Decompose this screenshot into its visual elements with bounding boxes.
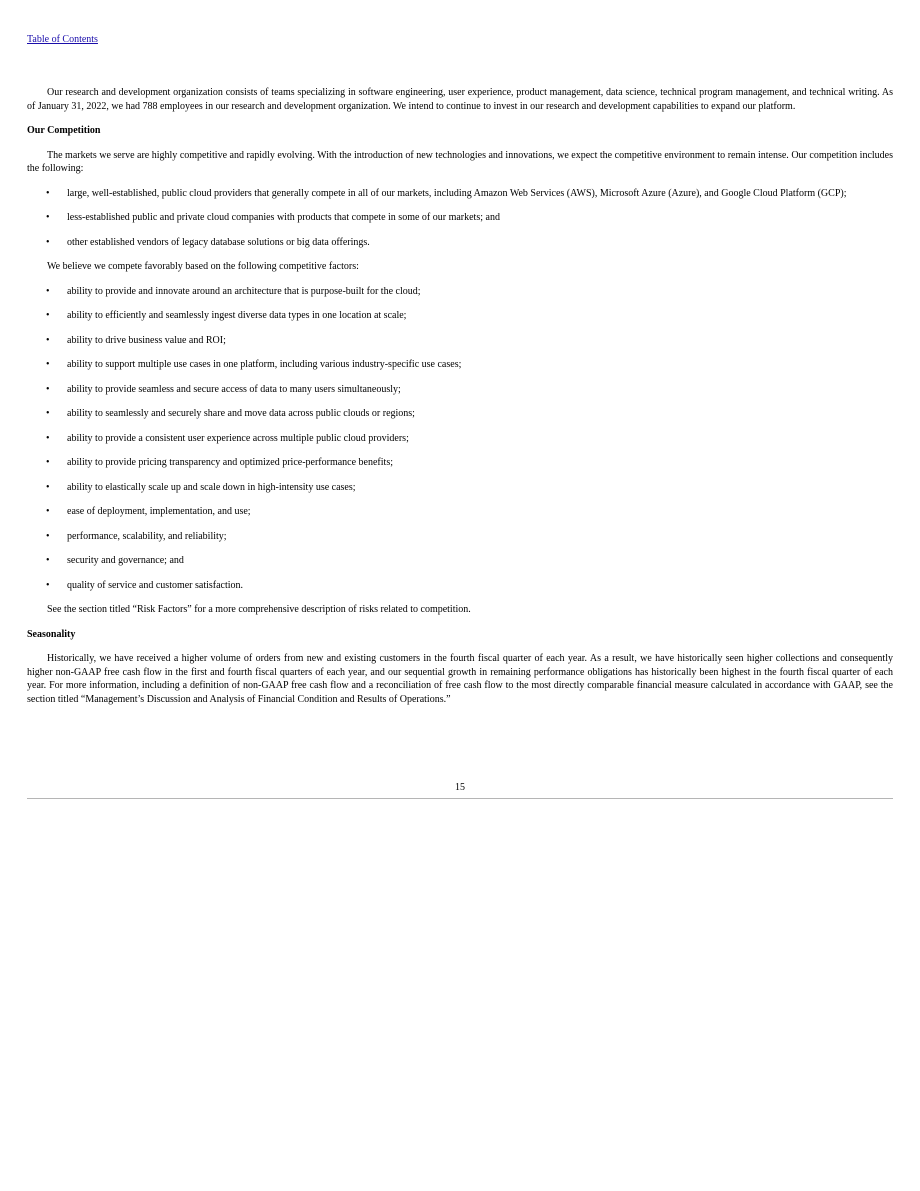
page-number: 15 xyxy=(455,782,465,793)
competitor-item-text: large, well-established, public cloud providers that generally compete in all of our markets, including Amazon Web Services (AWS), Microsoft Azure (Azure), and Google Cloud Platform (GCP); xyxy=(67,187,847,199)
list-spacer xyxy=(27,543,893,554)
list-spacer xyxy=(27,568,893,579)
page-divider xyxy=(27,798,893,799)
list-spacer xyxy=(27,494,893,505)
bullet-icon: • xyxy=(46,383,50,395)
bullet-icon: • xyxy=(46,334,50,346)
seasonality-heading: Seasonality xyxy=(27,628,76,640)
bullet-icon: • xyxy=(46,530,50,542)
competitive-factor-item-text: ability to provide pricing transparency and optimized price-performance benefits; xyxy=(67,457,393,468)
competitor-item-text: less-established public and private cloud companies with products that compete in some of our markets; and xyxy=(67,212,500,223)
list-spacer xyxy=(27,519,893,530)
list-spacer xyxy=(27,470,893,481)
list-spacer xyxy=(27,323,893,334)
competitive-factor-item-text: ability to provide and innovate around an architecture that is purpose-built for the cloud; xyxy=(67,285,421,297)
competitive-factor-item-text: ability to provide seamless and secure access of data to many users simultaneously; xyxy=(67,383,401,395)
bullet-icon: • xyxy=(46,457,50,468)
list-spacer xyxy=(27,200,893,211)
competitive-factor-item xyxy=(27,481,893,495)
competitive-factor-item xyxy=(27,505,893,519)
competitive-factor-item xyxy=(27,383,893,397)
bullet-icon: • xyxy=(46,506,50,517)
list-spacer xyxy=(27,445,893,456)
bullet-icon: • xyxy=(46,310,50,321)
list-spacer xyxy=(27,372,893,383)
competitive-factors-intro: We believe we compete favorably based on the following competitive factors: xyxy=(47,261,359,272)
seasonality-paragraph: Historically, we have received a higher volume of orders from new and existing customers in the fourth fiscal quarter of each year. As a result, we have historically seen higher collections and consequently higher non-GAAP free cash flow in the first and fourth fiscal quarters of each year, and our sequential growth in remaining performance obligations has historically been highest in the fourth fiscal quarter of each year. For more information, including a definition of non-GAAP free cash flow and a reconciliation of free cash flow to the most directly comparable financial measure calculated in accordance with GAAP, see the section titled “Management’s Discussion and Analysis of Financial Condition and Results of Operations.” xyxy=(27,653,893,705)
competitive-factor-item xyxy=(27,554,893,568)
bullet-icon: • xyxy=(46,285,50,297)
competitive-factor-item-text: ability to support multiple use cases in one platform, including various industry-specific use cases; xyxy=(67,359,462,370)
bullet-icon: • xyxy=(46,359,50,370)
competitive-factor-item-text: ability to efficiently and seamlessly ingest diverse data types in one location at scale; xyxy=(67,310,407,321)
competition-heading: Our Competition xyxy=(27,125,101,136)
competitive-factor-item xyxy=(27,334,893,348)
bullet-icon: • xyxy=(46,408,50,419)
competitive-factor-item xyxy=(27,407,893,421)
competitor-item-text: other established vendors of legacy database solutions or big data offerings. xyxy=(67,236,370,248)
competitor-list xyxy=(27,187,893,250)
bullet-icon: • xyxy=(46,212,50,223)
competitive-factor-item-text: ability to seamlessly and securely share and move data across public clouds or regions; xyxy=(67,408,415,419)
competitor-item xyxy=(27,236,893,250)
competitive-factor-item-text: security and governance; and xyxy=(67,555,184,566)
list-spacer xyxy=(27,347,893,358)
list-spacer xyxy=(27,298,893,309)
competitor-item xyxy=(27,187,893,201)
bullet-icon: • xyxy=(46,481,50,493)
list-spacer xyxy=(27,396,893,407)
competitive-factor-item xyxy=(27,432,893,446)
competitive-factor-item xyxy=(27,579,893,593)
bullet-icon: • xyxy=(46,236,50,248)
list-spacer xyxy=(27,421,893,432)
competition-paragraph: The markets we serve are highly competitive and rapidly evolving. With the introduction of new technologies and innovations, we expect the competitive environment to remain intense. Our competition includes the following: xyxy=(27,149,893,174)
competitive-factor-item xyxy=(27,456,893,470)
bullet-icon: • xyxy=(46,579,50,591)
bullet-icon: • xyxy=(46,187,50,199)
page-content xyxy=(27,86,893,706)
competitive-factor-item xyxy=(27,285,893,299)
bullet-icon: • xyxy=(46,432,50,444)
competitive-factor-item xyxy=(27,358,893,372)
table-of-contents-link[interactable]: Table of Contents xyxy=(27,34,98,45)
competitive-factor-list xyxy=(27,285,893,593)
competitive-factor-item-text: ease of deployment, implementation, and use; xyxy=(67,506,251,517)
competitive-factor-item xyxy=(27,309,893,323)
competitive-factor-item-text: performance, scalability, and reliability; xyxy=(67,530,227,542)
competitive-factor-item-text: ability to provide a consistent user experience across multiple public cloud providers; xyxy=(67,432,409,444)
competitive-factor-item xyxy=(27,530,893,544)
intro-paragraph: Our research and development organization consists of teams specializing in software engineering, user experience, product management, data science, technical program management, and technical writing. As of January 31, 2022, we had 788 employees in our research and development organization. We intend to continue to invest in our research and development capabilities to expand our platform. xyxy=(27,87,893,112)
list-spacer xyxy=(27,225,893,236)
bullet-icon: • xyxy=(46,555,50,566)
risk-factors-reference: See the section titled “Risk Factors” for a more comprehensive description of risks related to competition. xyxy=(47,604,471,615)
competitive-factor-item-text: ability to drive business value and ROI; xyxy=(67,334,226,346)
competitor-item xyxy=(27,211,893,225)
competitive-factor-item-text: quality of service and customer satisfaction. xyxy=(67,579,244,591)
competitive-factor-item-text: ability to elastically scale up and scale down in high-intensity use cases; xyxy=(67,481,356,493)
